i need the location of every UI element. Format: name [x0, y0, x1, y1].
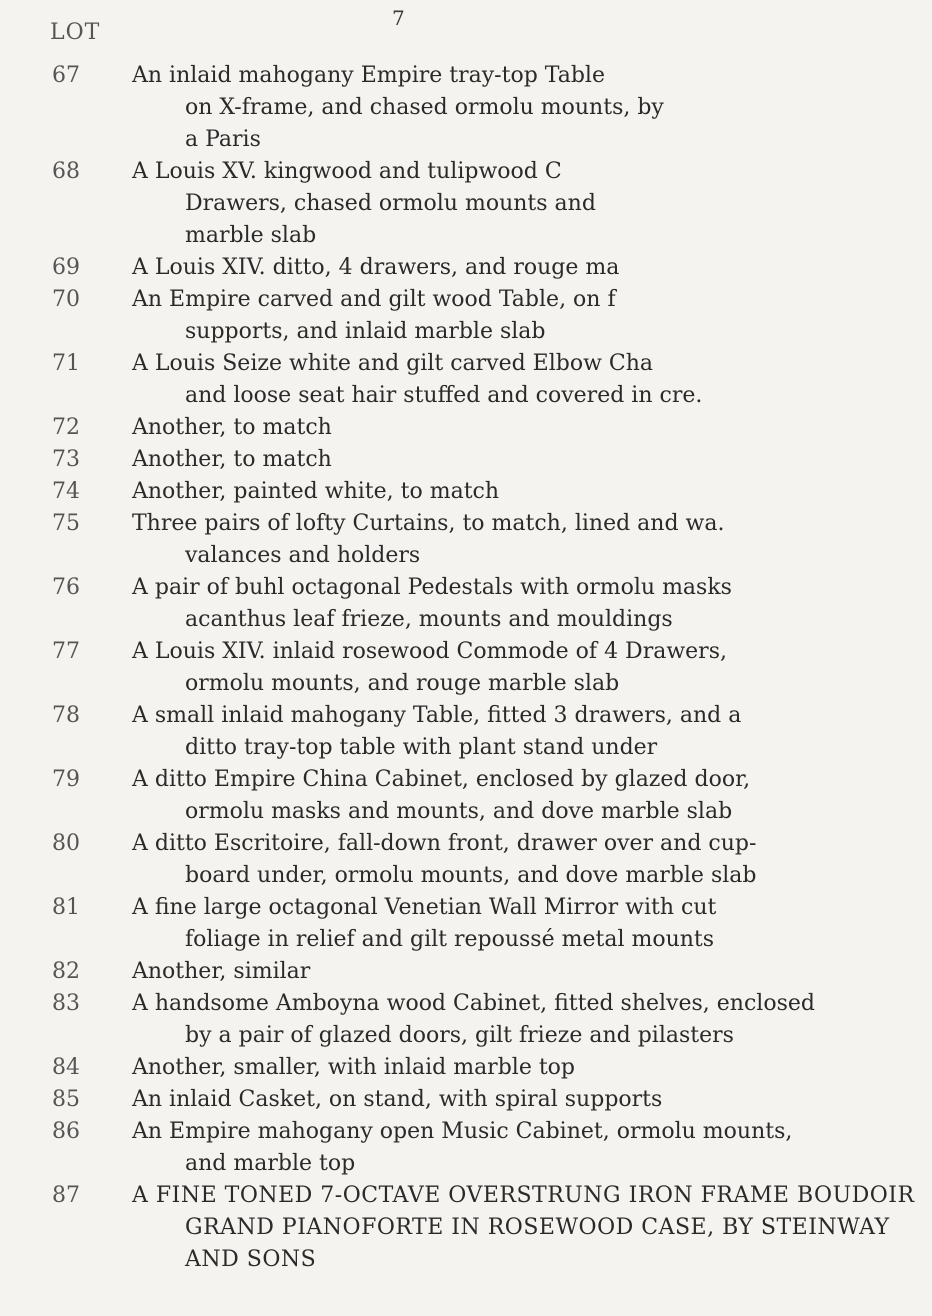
lot-description — [132, 1116, 932, 1180]
lot-description — [132, 348, 932, 412]
lot-number: 67 — [52, 63, 80, 88]
lot-description — [132, 700, 932, 764]
description-line: marble slab — [185, 223, 317, 248]
description-line: ormolu mounts, and rouge marble slab — [185, 671, 620, 696]
lot-entry — [0, 252, 932, 284]
lot-number: 70 — [52, 287, 80, 312]
description-line: An Empire carved and gilt wood Table, on f — [132, 287, 616, 312]
lot-entry — [0, 1084, 932, 1116]
description-line: An Empire mahogany open Music Cabinet, ormolu mounts, — [132, 1119, 793, 1144]
lot-description — [132, 1180, 932, 1276]
lot-entry — [0, 956, 932, 988]
lot-number: 87 — [52, 1183, 80, 1208]
description-line: by a pair of glazed doors, gilt frieze and pilasters — [185, 1023, 734, 1048]
lot-entry — [0, 284, 932, 348]
description-line: Another, to match — [132, 447, 332, 472]
lot-number: 78 — [52, 703, 80, 728]
description-line: valances and holders — [185, 543, 421, 568]
lot-description — [132, 252, 932, 284]
description-line: A Louis XIV. ditto, 4 drawers, and rouge ma — [132, 255, 620, 280]
description-line: A ditto Escritoire, fall-down front, drawer over and cup- — [132, 831, 757, 856]
lot-entry — [0, 60, 932, 156]
description-line: A ditto Empire China Cabinet, enclosed by glazed door, — [132, 767, 751, 792]
description-line: GRAND PIANOFORTE IN ROSEWOOD CASE, BY STEINWAY — [185, 1215, 890, 1240]
lot-description — [132, 764, 932, 828]
description-line: Another, painted white, to match — [132, 479, 500, 504]
lot-entry — [0, 508, 932, 572]
description-line: ormolu masks and mounts, and dove marble slab — [185, 799, 733, 824]
lot-entry — [0, 444, 932, 476]
lot-number: 86 — [52, 1119, 80, 1144]
description-line: A handsome Amboyna wood Cabinet, fitted shelves, enclosed — [132, 991, 815, 1016]
description-line: A fine large octagonal Venetian Wall Mirror with cut — [132, 895, 717, 920]
description-line: AND SONS — [185, 1247, 317, 1272]
lot-entry — [0, 828, 932, 892]
lot-entry — [0, 572, 932, 636]
lot-number: 71 — [52, 351, 80, 376]
lot-entry — [0, 700, 932, 764]
description-line: Another, similar — [132, 959, 311, 984]
description-line: An inlaid mahogany Empire tray-top Table — [132, 63, 605, 88]
description-line: Another, smaller, with inlaid marble top — [132, 1055, 575, 1080]
lot-entry — [0, 1180, 932, 1276]
description-line: A Louis XIV. inlaid rosewood Commode of 4 Drawers, — [132, 639, 727, 664]
lot-entry — [0, 636, 932, 700]
lot-number: 80 — [52, 831, 80, 856]
lot-header: LOT — [50, 20, 101, 45]
lot-number: 72 — [52, 415, 80, 440]
lot-number: 83 — [52, 991, 80, 1016]
lot-description — [132, 636, 932, 700]
lot-entry — [0, 1052, 932, 1084]
lot-number: 82 — [52, 959, 80, 984]
lot-description — [132, 444, 932, 476]
lot-number: 85 — [52, 1087, 80, 1112]
lot-number: 68 — [52, 159, 80, 184]
lot-description — [132, 508, 932, 572]
lot-entry — [0, 156, 932, 252]
lot-entry — [0, 476, 932, 508]
description-line: A pair of buhl octagonal Pedestals with ormolu masks — [132, 575, 732, 600]
description-line: and marble top — [185, 1151, 356, 1176]
lot-number: 76 — [52, 575, 80, 600]
lot-entry — [0, 988, 932, 1052]
lot-description — [132, 1052, 932, 1084]
lot-entry — [0, 1116, 932, 1180]
lot-description — [132, 828, 932, 892]
description-line: acanthus leaf frieze, mounts and mouldings — [185, 607, 673, 632]
lot-description — [132, 60, 932, 156]
description-line: board under, ormolu mounts, and dove marble slab — [185, 863, 757, 888]
description-line: on X-frame, and chased ormolu mounts, by — [185, 95, 664, 120]
description-line: ditto tray-top table with plant stand under — [185, 735, 658, 760]
lot-description — [132, 284, 932, 348]
description-line: A Louis Seize white and gilt carved Elbow Cha — [132, 351, 654, 376]
page-number: 7 — [392, 6, 405, 30]
lot-description — [132, 892, 932, 956]
lot-number: 75 — [52, 511, 80, 536]
lot-description — [132, 956, 932, 988]
lot-entry — [0, 764, 932, 828]
lot-description — [132, 412, 932, 444]
lot-entry — [0, 412, 932, 444]
lot-description — [132, 1084, 932, 1116]
description-line: An inlaid Casket, on stand, with spiral supports — [132, 1087, 663, 1112]
description-line: supports, and inlaid marble slab — [185, 319, 546, 344]
lot-description — [132, 476, 932, 508]
lot-description — [132, 988, 932, 1052]
description-line: Three pairs of lofty Curtains, to match, lined and wa. — [132, 511, 725, 536]
lot-number: 84 — [52, 1055, 80, 1080]
lot-number: 74 — [52, 479, 80, 504]
description-line: A Louis XV. kingwood and tulipwood C — [132, 159, 562, 184]
lot-number: 73 — [52, 447, 80, 472]
lot-number: 81 — [52, 895, 80, 920]
description-line: A FINE TONED 7-OCTAVE OVERSTRUNG IRON FRAME BOUDOIR — [132, 1183, 915, 1208]
description-line: Drawers, chased ormolu mounts and — [185, 191, 596, 216]
description-line: a Paris — [185, 127, 261, 152]
description-line: and loose seat hair stuffed and covered in cre. — [185, 383, 703, 408]
description-line: foliage in relief and gilt repoussé metal mounts — [185, 927, 715, 952]
lot-number: 79 — [52, 767, 80, 792]
lot-description — [132, 572, 932, 636]
lot-entry — [0, 348, 932, 412]
lot-number: 69 — [52, 255, 80, 280]
description-line: A small inlaid mahogany Table, fitted 3 drawers, and a — [132, 703, 742, 728]
lot-description — [132, 156, 932, 252]
lot-number: 77 — [52, 639, 80, 664]
lot-entry — [0, 892, 932, 956]
description-line: Another, to match — [132, 415, 332, 440]
